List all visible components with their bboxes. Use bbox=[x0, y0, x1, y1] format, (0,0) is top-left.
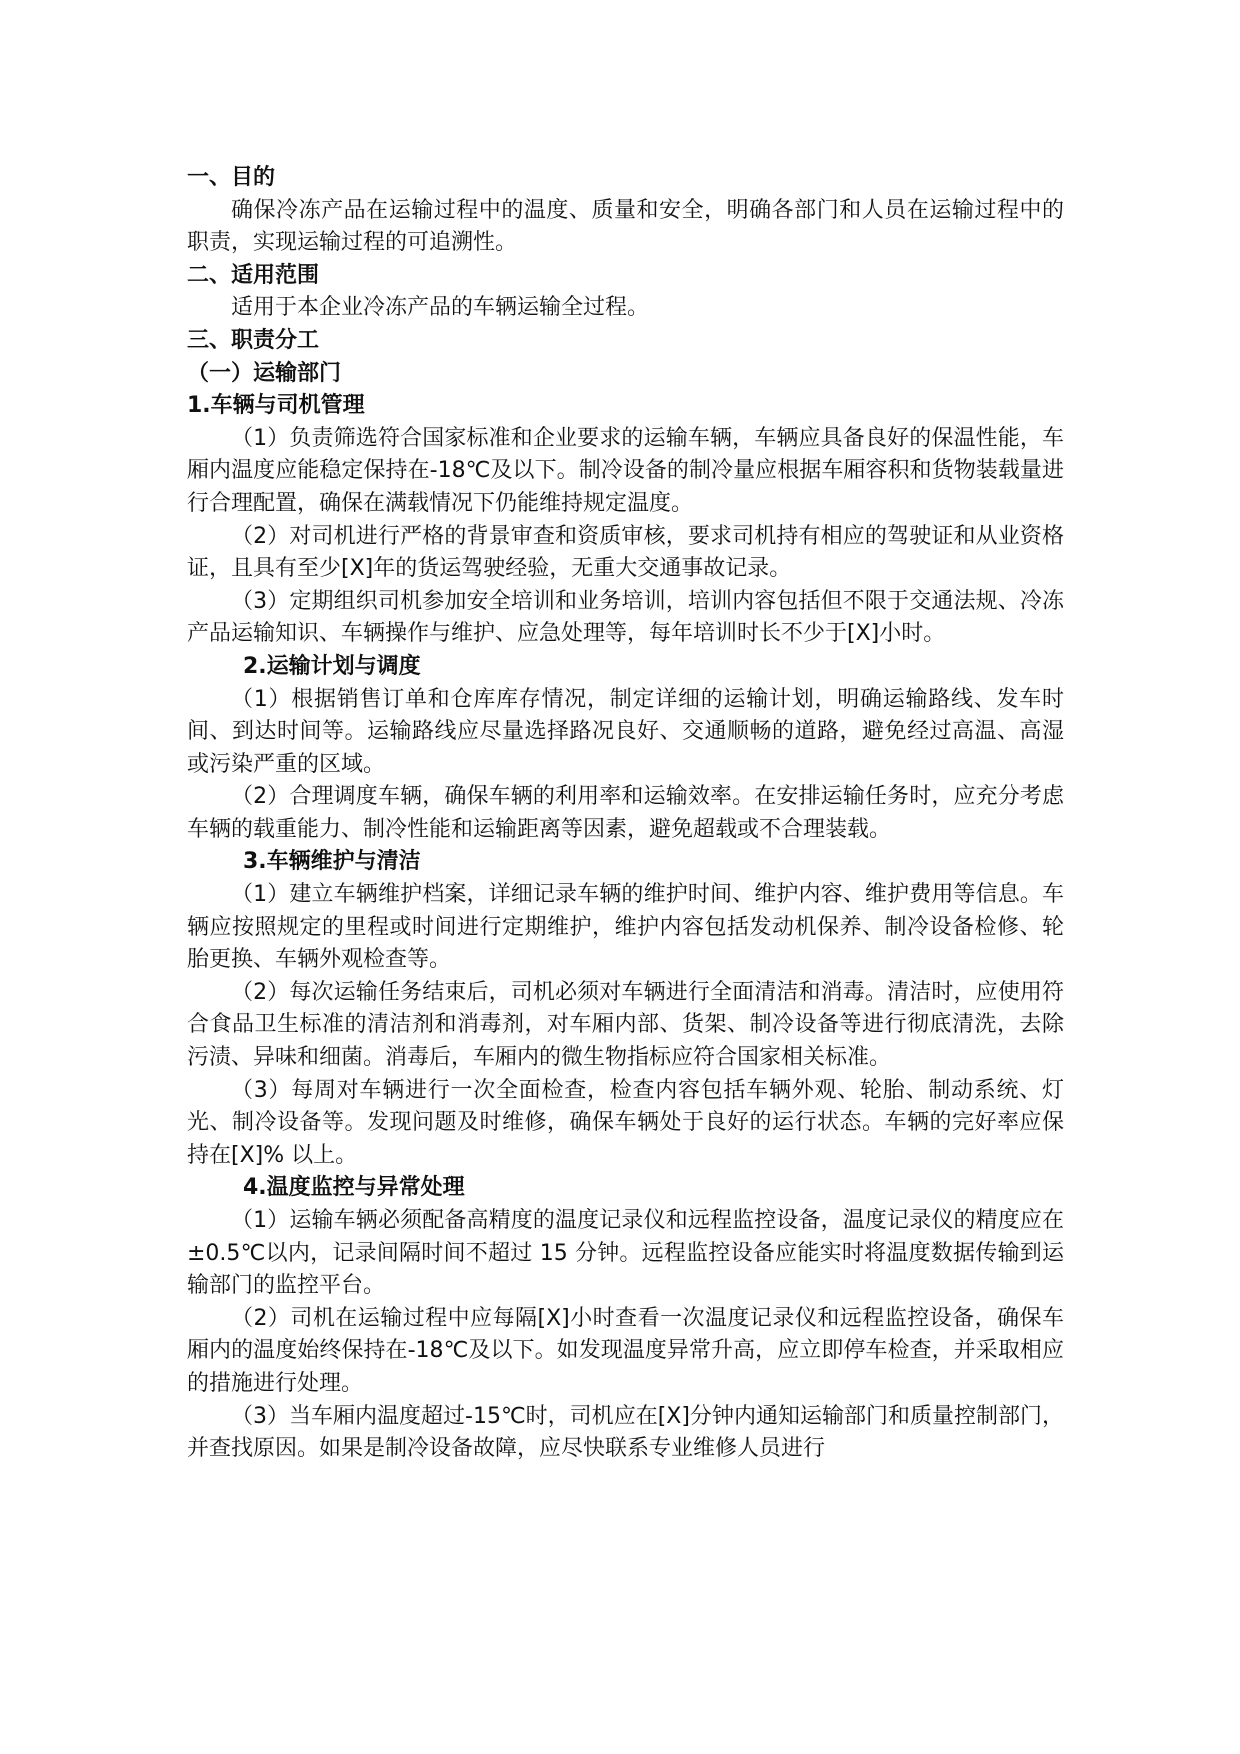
section-heading-scope: 二、适用范围 bbox=[187, 262, 320, 288]
paragraph-vehicle-1: （1）负责筛选符合国家标准和企业要求的运输车辆，车辆应具备良好的保温性能，车厢内温度应能稳定保持在-18℃及以下。制冷设备的制冷量应根据车厢容积和货物装载量进行合理配置，确保在满载情况下仍能维持规定温度。 bbox=[187, 425, 1064, 516]
item-heading-vehicle-driver: 1.车辆与司机管理 bbox=[187, 393, 365, 419]
paragraph-purpose: 确保冷冻产品在运输过程中的温度、质量和安全，明确各部门和人员在运输过程中的职责，实现运输过程的可追溯性。 bbox=[187, 197, 1064, 256]
paragraph-temperature-1: （1）运输车辆必须配备高精度的温度记录仪和远程监控设备，温度记录仪的精度应在±0.5℃以内，记录间隔时间不超过 15 分钟。远程监控设备应能实时将温度数据传输到运输部门的监控平台。 bbox=[187, 1208, 1064, 1299]
item-heading-plan-dispatch: 2.运输计划与调度 bbox=[243, 653, 421, 679]
paragraph-plan-2: （2）合理调度车辆，确保车辆的利用率和运输效率。在安排运输任务时，应充分考虑车辆的载重能力、制冷性能和运输距离等因素，避免超载或不合理装载。 bbox=[187, 784, 1064, 842]
paragraph-scope: 适用于本企业冷冻产品的车辆运输全过程。 bbox=[231, 295, 650, 321]
paragraph-maintenance-2: （2）每次运输任务结束后，司机必须对车辆进行全面清洁和消毒。清洁时，应使用符合食品卫生标准的清洁剂和消毒剂，对车厢内部、货架、制冷设备等进行彻底清洗，去除污渍、异味和细菌。消毒后，车厢内的微生物指标应符合国家相关标准。 bbox=[187, 979, 1064, 1071]
paragraph-vehicle-2: （2）对司机进行严格的背景审查和资质审核，要求司机持有相应的驾驶证和从业资格证，且具有至少[X]年的货运驾驶经验，无重大交通事故记录。 bbox=[187, 523, 1064, 582]
paragraph-temperature-2: （2）司机在运输过程中应每隔[X]小时查看一次温度记录仪和远程监控设备，确保车厢内的温度始终保持在-18℃及以下。如发现温度异常升高，应立即停车检查，并采取相应的措施进行处理。 bbox=[187, 1305, 1064, 1396]
paragraph-vehicle-3: （3）定期组织司机参加安全培训和业务培训，培训内容包括但不限于交通法规、冷冻产品运输知识、车辆操作与维护、应急处理等，每年培训时长不少于[X]小时。 bbox=[187, 588, 1064, 647]
paragraph-temperature-3: （3）当车厢内温度超过-15℃时，司机应在[X]分钟内通知运输部门和质量控制部门，并查找原因。如果是制冷设备故障，应尽快联系专业维修人员进行 bbox=[187, 1403, 1064, 1462]
subsection-heading-transport-dept: （一）运输部门 bbox=[187, 360, 342, 386]
item-heading-temperature: 4.温度监控与异常处理 bbox=[243, 1175, 465, 1201]
section-heading-responsibilities: 三、职责分工 bbox=[187, 327, 320, 353]
paragraph-maintenance-1: （1）建立车辆维护档案，详细记录车辆的维护时间、维护内容、维护费用等信息。车辆应按照规定的里程或时间进行定期维护，维护内容包括发动机保养、制冷设备检修、轮胎更换、车辆外观检查等。 bbox=[187, 882, 1064, 973]
section-heading-purpose: 一、目的 bbox=[187, 165, 276, 190]
paragraph-maintenance-3: （3）每周对车辆进行一次全面检查，检查内容包括车辆外观、轮胎、制动系统、灯光、制冷设备等。发现问题及时维修，确保车辆处于良好的运行状态。车辆的完好率应保持在[X]% 以上。 bbox=[187, 1077, 1064, 1168]
paragraph-plan-1: （1）根据销售订单和仓库库存情况，制定详细的运输计划，明确运输路线、发车时间、到达时间等。运输路线应尽量选择路况良好、交通顺畅的道路，避免经过高温、高湿或污染严重的区域。 bbox=[187, 686, 1064, 777]
item-heading-maintenance: 3.车辆维护与清洁 bbox=[243, 849, 421, 875]
